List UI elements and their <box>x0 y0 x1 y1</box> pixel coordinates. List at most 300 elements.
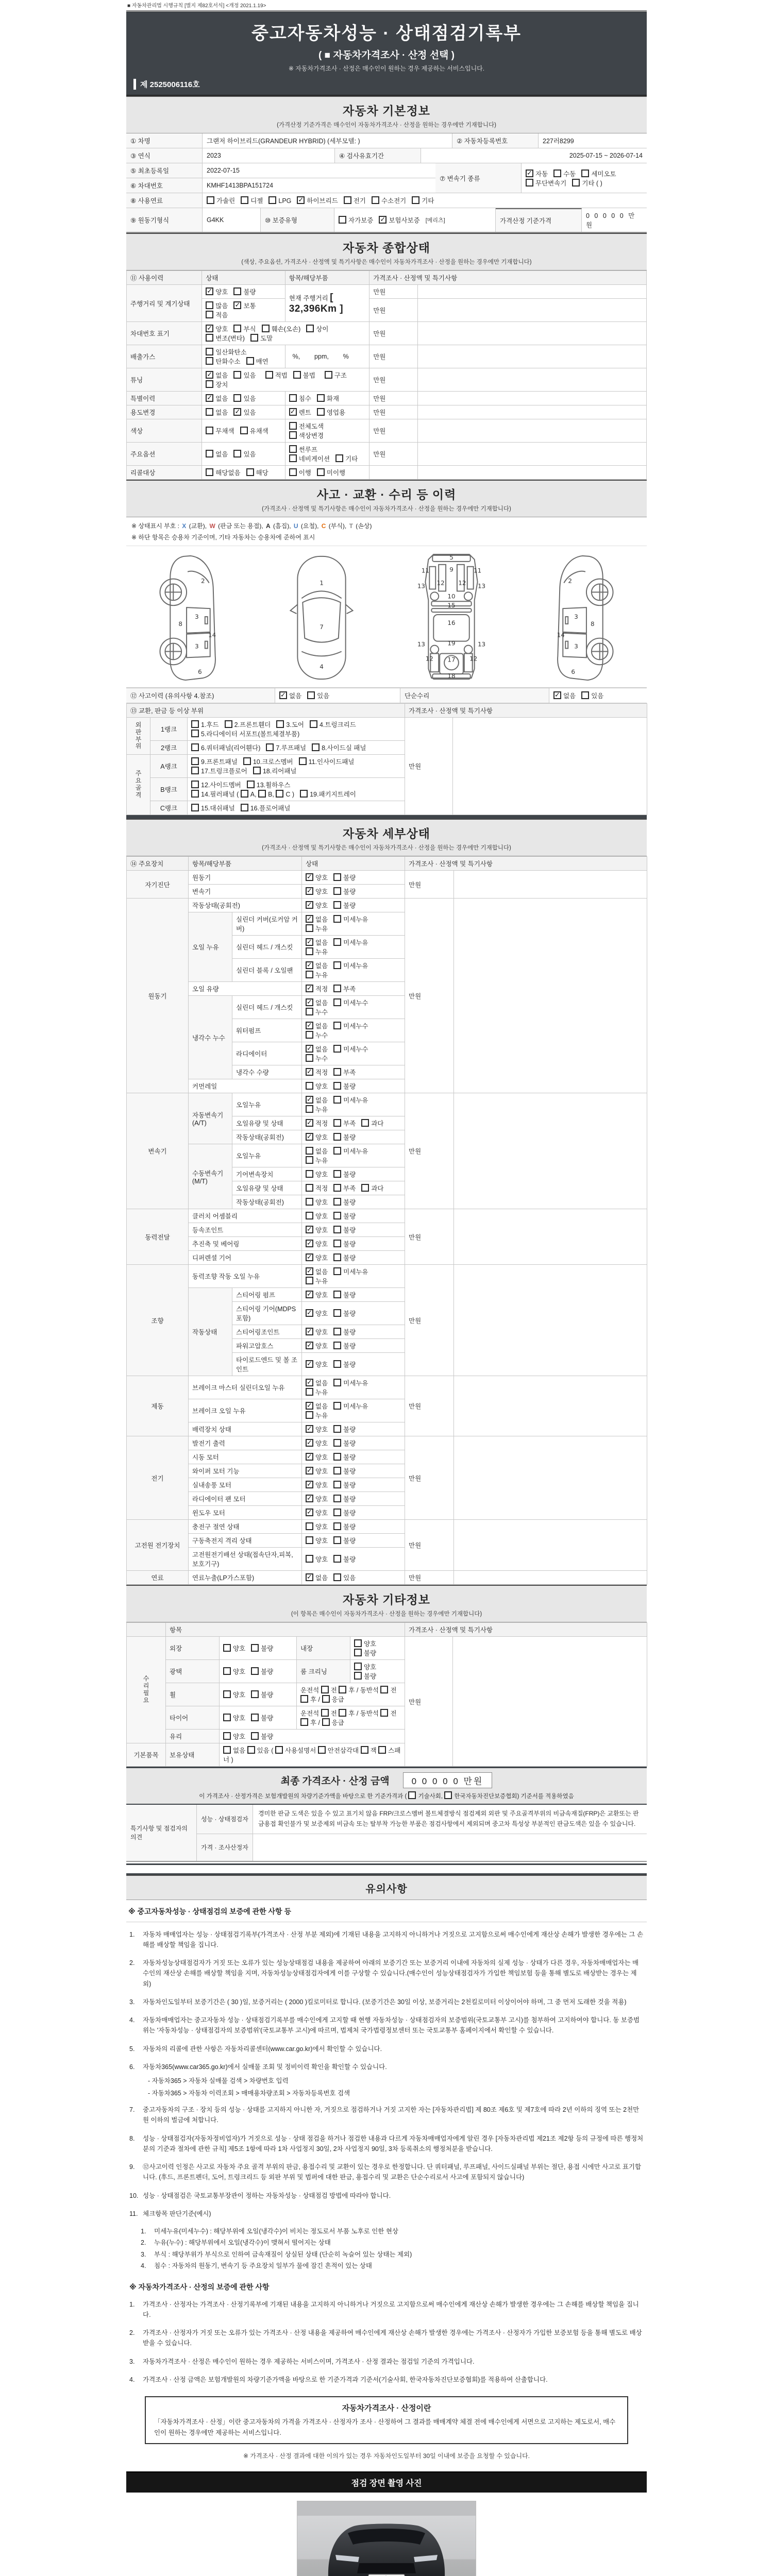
checkbox[interactable] <box>251 1732 259 1740</box>
checkbox[interactable] <box>361 1119 369 1127</box>
item-label: 윈도우 모터 <box>189 1506 302 1520</box>
etc-group-label: 기본품목 <box>127 1743 166 1767</box>
option <box>306 1387 328 1397</box>
notice-item <box>129 2209 644 2219</box>
checkbox-checked[interactable] <box>233 301 241 309</box>
checkbox[interactable] <box>380 1709 388 1717</box>
checkbox[interactable] <box>344 196 351 204</box>
checkbox[interactable] <box>333 1481 341 1488</box>
option <box>297 196 338 205</box>
checkbox[interactable] <box>333 1328 341 1335</box>
checkbox[interactable] <box>246 468 254 476</box>
checkbox[interactable] <box>335 454 343 462</box>
checkbox[interactable] <box>225 720 232 728</box>
checkbox-checked[interactable] <box>306 1267 313 1275</box>
checkbox-checked[interactable] <box>306 1495 313 1502</box>
checkbox[interactable] <box>223 1746 231 1754</box>
option <box>306 1021 328 1030</box>
checkbox[interactable] <box>306 1184 313 1192</box>
option-label: 없음 <box>563 692 576 700</box>
option-label: 누수 <box>315 1055 328 1062</box>
checkbox[interactable] <box>306 1082 313 1090</box>
checkbox[interactable] <box>333 1170 341 1178</box>
checkbox[interactable] <box>354 1639 362 1647</box>
checkbox[interactable] <box>223 1644 231 1652</box>
option <box>354 1639 376 1648</box>
checkbox[interactable] <box>206 408 213 416</box>
checkbox[interactable] <box>333 873 341 881</box>
item-options <box>285 405 369 419</box>
item-label: 스티어링 펌프 <box>232 1288 302 1302</box>
checkbox[interactable] <box>207 196 214 204</box>
checkbox[interactable] <box>333 1253 341 1261</box>
checkbox[interactable] <box>223 1714 231 1721</box>
checkbox[interactable] <box>333 1467 341 1475</box>
notice-number: 4. <box>129 2376 135 2383</box>
checkbox[interactable] <box>333 1495 341 1502</box>
checkbox[interactable] <box>333 915 341 923</box>
checkbox-checked[interactable] <box>233 408 241 416</box>
checkbox[interactable] <box>306 1008 313 1015</box>
checkbox[interactable] <box>572 179 580 187</box>
checkbox[interactable] <box>333 1212 341 1219</box>
checkbox[interactable] <box>553 170 561 177</box>
checkbox[interactable] <box>581 170 589 177</box>
checkbox[interactable] <box>233 394 241 402</box>
checkbox[interactable] <box>240 427 248 434</box>
checkbox[interactable] <box>333 1022 341 1029</box>
checkbox[interactable] <box>243 757 251 765</box>
checkbox[interactable] <box>361 1184 369 1192</box>
checkbox[interactable] <box>333 1555 341 1563</box>
checkbox[interactable] <box>378 1746 386 1754</box>
checkbox[interactable] <box>306 1105 313 1113</box>
checkbox[interactable] <box>333 1240 341 1247</box>
checkbox[interactable] <box>361 1746 368 1754</box>
option <box>306 914 328 924</box>
checkbox[interactable] <box>241 804 248 811</box>
option-label: 불량 <box>343 1361 356 1368</box>
option-label: 불량 <box>343 1310 356 1317</box>
checkbox[interactable] <box>306 1388 313 1396</box>
checkbox[interactable] <box>321 1709 329 1717</box>
checkbox[interactable] <box>333 887 341 895</box>
checkbox[interactable] <box>333 1291 341 1298</box>
text: 운전석 <box>300 1710 321 1717</box>
checkbox[interactable] <box>306 924 313 932</box>
option <box>262 324 301 333</box>
checkbox[interactable] <box>317 408 325 416</box>
checkbox[interactable] <box>251 1644 259 1652</box>
checkbox-checked[interactable] <box>306 1425 313 1433</box>
checkbox[interactable] <box>246 357 254 365</box>
checkbox[interactable] <box>206 380 213 388</box>
option-label: 불량 <box>261 1645 274 1652</box>
option-label: 불량 <box>261 1715 274 1722</box>
svg-text:12: 12 <box>426 655 434 663</box>
checkbox[interactable] <box>191 743 199 751</box>
checkbox[interactable] <box>322 1718 330 1726</box>
checkbox-checked[interactable] <box>306 1379 313 1386</box>
checkbox[interactable] <box>317 394 325 402</box>
checkbox[interactable] <box>250 334 258 342</box>
checkbox[interactable] <box>333 1267 341 1275</box>
option-label: 있음 <box>343 1574 356 1582</box>
checkbox-checked[interactable] <box>289 408 297 416</box>
status-options <box>302 1042 405 1065</box>
checkbox[interactable] <box>191 767 199 774</box>
option <box>307 691 329 700</box>
checkbox[interactable] <box>339 216 346 224</box>
checkbox[interactable] <box>289 468 297 476</box>
checkbox[interactable] <box>233 450 241 457</box>
option-label: 누유 <box>315 925 328 933</box>
item-label: 냉각수 수량 <box>232 1065 302 1079</box>
svg-text:3: 3 <box>195 613 199 620</box>
notice-text: 가격조사 · 산정 금액은 보험개발원의 차량기준가액을 바탕으로 한 기준가격과 기준서(기술사회, 한국자동차진단보증협회)를 적용하여 산출합니다. <box>143 2376 548 2383</box>
option-label: 전기 <box>353 197 366 205</box>
checkbox-checked[interactable] <box>306 1481 313 1488</box>
notices-body <box>126 1922 647 2472</box>
option <box>333 998 368 1007</box>
column-header: 항목 <box>166 1623 405 1637</box>
checkbox[interactable] <box>380 1686 388 1693</box>
status-options <box>350 1660 405 1683</box>
checkbox-checked[interactable] <box>306 938 313 946</box>
checkbox-checked[interactable] <box>306 1226 313 1233</box>
checkbox[interactable] <box>223 1732 231 1740</box>
checkbox-checked[interactable] <box>306 1096 313 1104</box>
checkbox-checked[interactable] <box>306 1439 313 1447</box>
checkbox[interactable] <box>247 1746 255 1754</box>
panel-rank-table <box>126 703 647 815</box>
checkbox-checked[interactable] <box>306 1573 313 1581</box>
checkbox[interactable] <box>299 757 307 765</box>
checkbox[interactable] <box>307 691 315 699</box>
checkbox[interactable] <box>333 1226 341 1233</box>
option <box>206 370 228 380</box>
checkbox[interactable] <box>333 1360 341 1368</box>
notice-text: 자동차의 리콜에 관한 사항은 자동차리콜센터(www.car.go.kr)에서 확인할 수 있습니다. <box>143 2045 382 2053</box>
checkbox[interactable] <box>333 1425 341 1433</box>
checkbox[interactable] <box>191 790 199 798</box>
checkbox[interactable] <box>251 1667 259 1675</box>
checkbox[interactable] <box>306 1147 313 1155</box>
checkbox[interactable] <box>333 1509 341 1516</box>
checkbox[interactable] <box>233 325 241 332</box>
section-divider <box>126 815 647 819</box>
option <box>306 1554 328 1564</box>
checkbox[interactable] <box>276 720 284 728</box>
checkbox[interactable] <box>262 325 270 332</box>
checkbox[interactable] <box>300 790 308 798</box>
checkbox[interactable] <box>289 431 297 439</box>
checkbox[interactable] <box>306 325 314 332</box>
checkbox-checked[interactable] <box>206 325 213 332</box>
checkbox[interactable] <box>268 196 276 204</box>
checkbox[interactable] <box>300 1695 308 1703</box>
option: 14.필러패널 ( A, B, C ) <box>191 789 294 799</box>
option <box>372 196 406 205</box>
checkbox[interactable] <box>333 1119 341 1127</box>
checkbox[interactable] <box>191 804 199 811</box>
notice-number: 7. <box>129 2106 135 2114</box>
checkbox[interactable] <box>333 901 341 909</box>
option <box>306 1253 328 1262</box>
item-label: 고전원전기배선 상태(접속단자,피복,보호기구) <box>189 1548 302 1571</box>
checkbox-checked[interactable] <box>526 170 533 177</box>
form-reference: ■ 자동차관리법 시행규칙 [별지 제82호서식] <개정 2021.1.19> <box>126 0 647 12</box>
option-label: 렌트 <box>298 409 311 416</box>
rank-label: A랭크 <box>150 755 188 778</box>
checkbox[interactable] <box>306 1411 313 1419</box>
checkbox-checked[interactable] <box>206 287 213 295</box>
checkbox[interactable] <box>310 720 317 728</box>
checkbox[interactable] <box>339 1709 346 1717</box>
checkbox[interactable] <box>241 196 248 204</box>
checkbox[interactable] <box>306 1054 313 1062</box>
checkbox[interactable] <box>191 730 199 737</box>
status-options <box>302 1353 405 1376</box>
checkbox[interactable] <box>276 790 283 798</box>
option <box>251 1667 273 1676</box>
checkbox[interactable] <box>333 1453 341 1461</box>
checkbox[interactable] <box>233 287 241 295</box>
checkbox[interactable] <box>333 1198 341 1206</box>
option <box>306 1290 328 1299</box>
fuel-options <box>203 193 647 208</box>
warranty-options <box>339 215 426 225</box>
checkbox[interactable] <box>223 1690 231 1698</box>
checkbox[interactable] <box>191 720 199 728</box>
checkbox[interactable] <box>306 971 313 978</box>
checkbox[interactable] <box>251 1690 259 1698</box>
checkbox-checked[interactable] <box>306 901 313 909</box>
checkbox[interactable] <box>306 1522 313 1530</box>
checkbox[interactable] <box>333 1309 341 1317</box>
checkbox[interactable] <box>289 454 297 462</box>
checkbox[interactable] <box>333 1342 341 1349</box>
checkbox[interactable] <box>444 1791 452 1799</box>
checkbox[interactable] <box>206 311 213 318</box>
checkbox[interactable] <box>317 468 325 476</box>
checkbox[interactable] <box>306 1198 313 1206</box>
option-label: 무단변속기 <box>535 179 567 187</box>
checkbox[interactable] <box>354 1649 362 1656</box>
status-options <box>202 285 285 299</box>
checkbox[interactable] <box>333 1184 341 1192</box>
notice-number: 6. <box>129 2063 135 2071</box>
checkbox-checked[interactable] <box>306 1328 313 1335</box>
checkbox[interactable] <box>233 371 241 379</box>
overall-state-table <box>126 270 647 480</box>
checkbox-checked[interactable] <box>306 1467 313 1475</box>
checkbox-checked[interactable] <box>553 691 561 699</box>
checkbox[interactable] <box>206 348 213 355</box>
remark-cell <box>454 1520 647 1571</box>
option <box>339 215 373 225</box>
option-label: 불량 <box>343 1496 356 1503</box>
checkbox[interactable] <box>333 961 341 969</box>
checkbox-checked[interactable] <box>306 985 313 992</box>
option <box>306 1044 328 1054</box>
checkbox[interactable] <box>333 1573 341 1581</box>
checkbox[interactable] <box>333 998 341 1006</box>
item-label: 유리 <box>166 1730 220 1743</box>
checkbox[interactable] <box>312 743 320 751</box>
option-label: 16.플로어패널 <box>250 805 291 812</box>
checkbox[interactable] <box>206 468 213 476</box>
checkbox[interactable] <box>526 179 533 187</box>
checkbox[interactable] <box>333 985 341 992</box>
checkbox[interactable] <box>206 334 213 342</box>
checkbox[interactable] <box>241 790 248 798</box>
option-label: 양호 <box>315 1292 328 1299</box>
option-label: 17.트렁크플로어 <box>201 768 247 775</box>
status-options <box>350 1637 405 1660</box>
checkbox-checked[interactable] <box>306 1453 313 1461</box>
item-label: 타이로드엔드 및 볼 조인트 <box>232 1353 302 1376</box>
checkbox[interactable] <box>191 757 199 765</box>
checkbox[interactable] <box>581 691 589 699</box>
checkbox-checked[interactable] <box>379 216 386 224</box>
checkbox[interactable] <box>206 301 213 309</box>
checkbox[interactable] <box>333 1402 341 1410</box>
checkbox-checked[interactable] <box>306 1291 313 1298</box>
legend-symbol: C <box>321 522 326 530</box>
checkbox-checked[interactable] <box>306 1022 313 1029</box>
checkbox[interactable] <box>300 1718 308 1726</box>
checkbox[interactable] <box>339 1686 346 1693</box>
item-label: 작동상태(공회전) <box>232 1130 302 1144</box>
checkbox[interactable] <box>289 394 297 402</box>
checkbox-checked[interactable] <box>306 1253 313 1261</box>
status-options <box>220 1706 297 1730</box>
checkbox[interactable] <box>306 1170 313 1178</box>
checkbox[interactable] <box>306 1156 313 1164</box>
status-options <box>302 996 405 1019</box>
checkbox-checked[interactable] <box>306 1119 313 1127</box>
checkbox[interactable] <box>333 1082 341 1090</box>
svg-text:9: 9 <box>449 566 454 573</box>
checkbox-checked[interactable] <box>306 887 313 895</box>
checkbox[interactable] <box>318 1746 326 1754</box>
row-label: 튜닝 <box>127 368 202 392</box>
checkbox-checked[interactable] <box>306 998 313 1006</box>
svg-text:16: 16 <box>447 619 456 626</box>
device-group-label: 전기 <box>127 1436 189 1520</box>
option <box>526 169 548 178</box>
checkbox[interactable] <box>206 427 213 434</box>
checkbox-checked[interactable] <box>297 196 305 204</box>
checkbox[interactable] <box>306 1536 313 1544</box>
checkbox[interactable] <box>206 450 213 457</box>
device-group-label: 자기진단 <box>127 871 189 899</box>
option <box>223 1667 245 1676</box>
checkbox-checked[interactable] <box>306 915 313 923</box>
option-label: 불량 <box>343 1343 356 1350</box>
checkbox[interactable] <box>333 1068 341 1076</box>
checkbox[interactable] <box>289 445 297 453</box>
item-label: 변속기 <box>189 885 302 899</box>
checkbox[interactable] <box>306 1555 313 1563</box>
checkbox[interactable] <box>206 357 213 365</box>
checkbox[interactable] <box>275 1746 283 1754</box>
checkbox[interactable] <box>333 1133 341 1141</box>
checkbox[interactable] <box>333 1045 341 1053</box>
device-group-label: 조향 <box>127 1265 189 1376</box>
option-label: 부족 <box>343 1069 356 1076</box>
option-label: 과다 <box>371 1185 384 1192</box>
overall-state-section-header <box>126 233 647 270</box>
option-label: 디젤 <box>250 197 263 205</box>
checkbox[interactable] <box>265 371 273 379</box>
checkbox[interactable] <box>354 1663 362 1670</box>
checkbox[interactable] <box>408 1791 416 1799</box>
checkbox-checked[interactable] <box>306 1045 313 1053</box>
checkbox[interactable] <box>306 1031 313 1039</box>
checkbox-checked[interactable] <box>306 873 313 881</box>
panel-items <box>188 801 405 815</box>
checkbox-checked[interactable] <box>206 371 213 379</box>
option <box>246 468 268 477</box>
checkbox[interactable] <box>333 938 341 946</box>
checkbox[interactable] <box>223 1667 231 1675</box>
checkbox[interactable] <box>253 767 261 774</box>
checkbox-checked[interactable] <box>306 1360 313 1368</box>
checkbox[interactable] <box>306 947 313 955</box>
checkbox[interactable] <box>333 1379 341 1386</box>
checkbox[interactable] <box>266 743 274 751</box>
checkbox-checked[interactable] <box>279 691 287 699</box>
checkbox[interactable] <box>191 781 199 788</box>
checkbox[interactable] <box>321 1686 329 1693</box>
checkbox[interactable] <box>333 1522 341 1530</box>
option-label: 불량 <box>364 1650 377 1657</box>
checkbox[interactable] <box>289 422 297 430</box>
option-label: 불량 <box>343 1468 356 1475</box>
checkbox[interactable] <box>325 371 332 379</box>
checkbox[interactable] <box>306 1277 313 1284</box>
checkbox[interactable] <box>333 1536 341 1544</box>
checkbox-checked[interactable] <box>306 1342 313 1349</box>
checkbox[interactable] <box>306 1212 313 1219</box>
checkbox[interactable] <box>247 781 255 788</box>
checkbox-checked[interactable] <box>306 1133 313 1141</box>
checkbox-checked[interactable] <box>306 1068 313 1076</box>
checkbox[interactable] <box>372 196 379 204</box>
svg-text:14: 14 <box>208 631 216 639</box>
checkbox[interactable] <box>333 1096 341 1104</box>
checkbox[interactable] <box>412 196 419 204</box>
checkbox[interactable] <box>354 1672 362 1680</box>
checkbox[interactable] <box>251 1714 259 1721</box>
checkbox[interactable] <box>293 371 301 379</box>
checkbox-checked[interactable] <box>206 394 213 402</box>
checkbox-checked[interactable] <box>306 961 313 969</box>
option <box>206 301 228 310</box>
checkbox-checked[interactable] <box>306 1240 313 1247</box>
checkbox-checked[interactable] <box>306 1402 313 1410</box>
checkbox[interactable] <box>333 1439 341 1447</box>
option <box>206 310 228 319</box>
checkbox-checked[interactable] <box>306 1509 313 1516</box>
option <box>306 1494 328 1503</box>
checkbox[interactable] <box>322 1695 330 1703</box>
checkbox-checked[interactable] <box>306 1309 313 1317</box>
checkbox[interactable] <box>333 1147 341 1155</box>
checkbox[interactable] <box>258 790 266 798</box>
